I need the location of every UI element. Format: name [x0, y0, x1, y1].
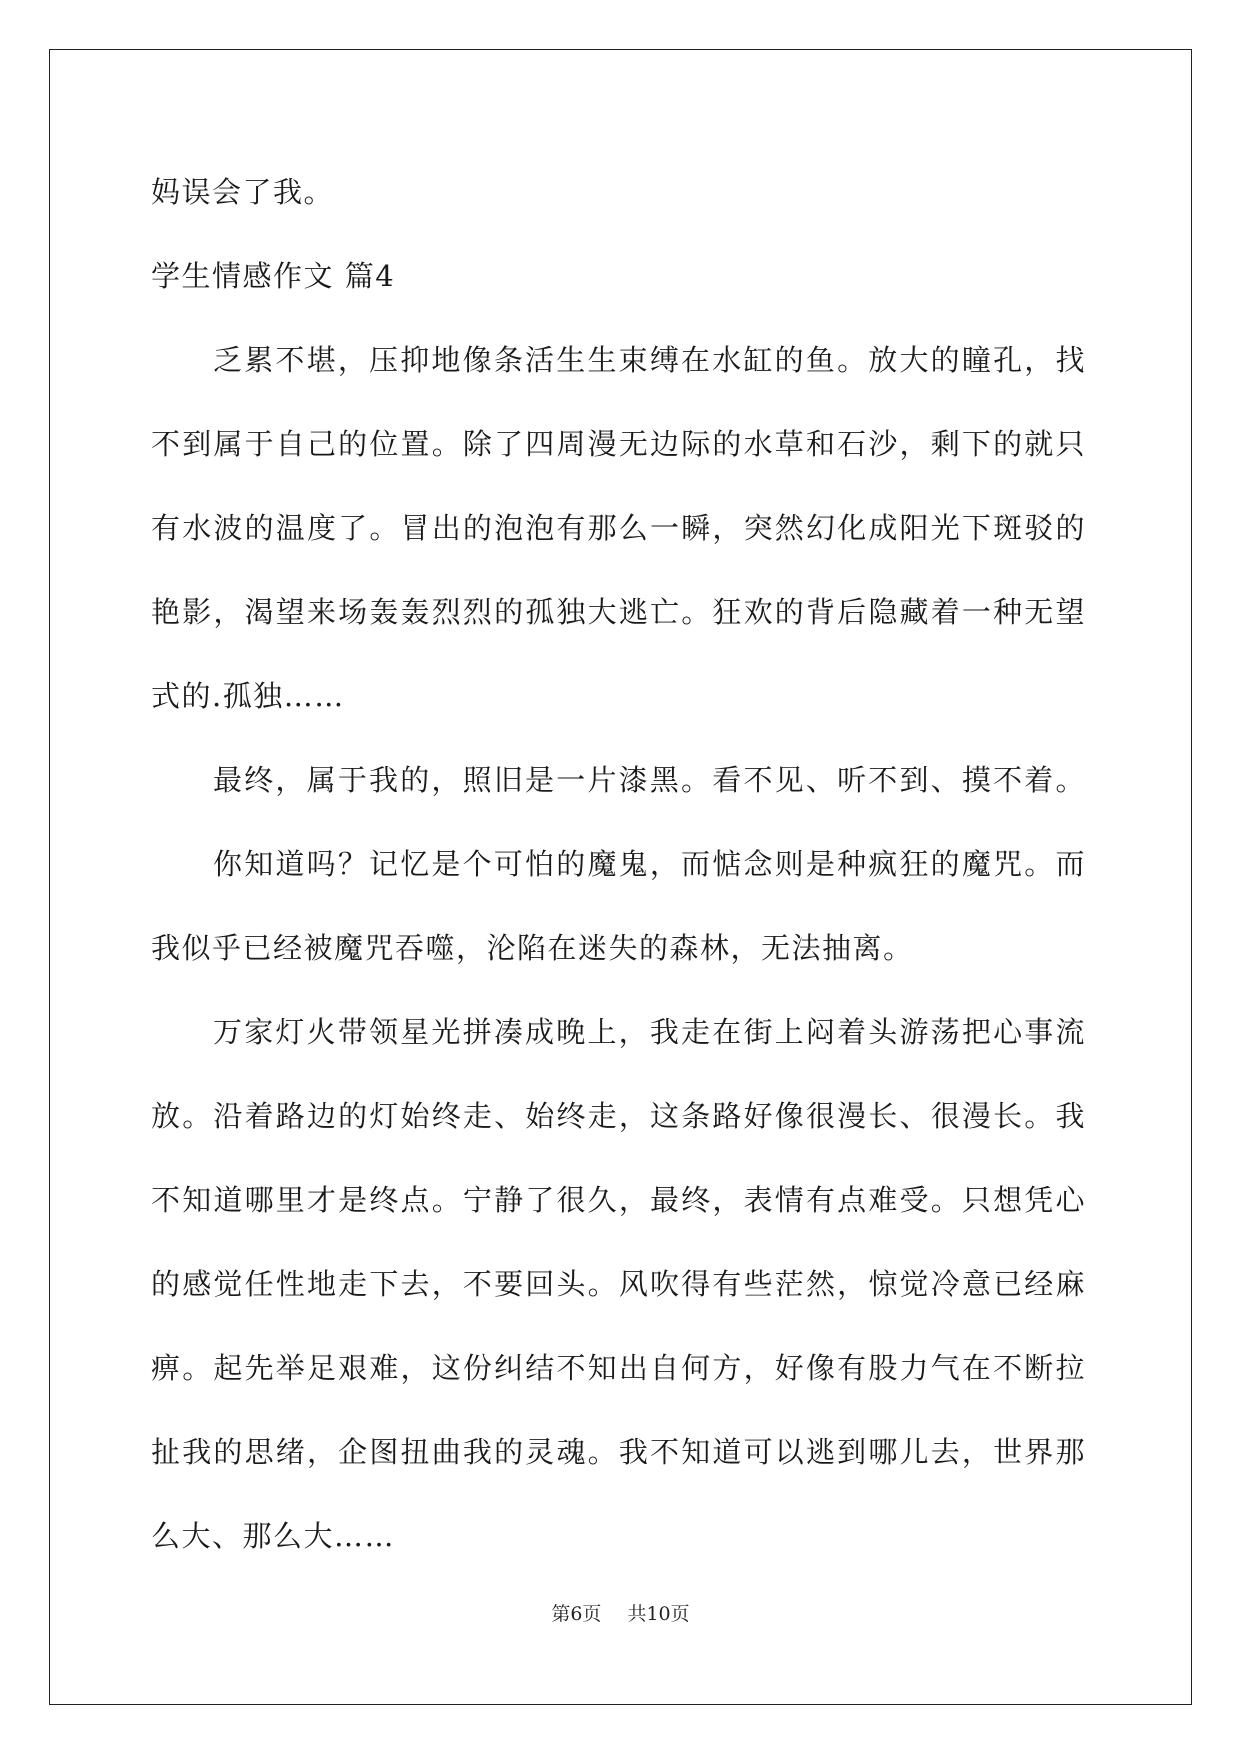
paragraph-line: 最终，属于我的，照旧是一片漆黑。看不见、听不到、摸不着。	[213, 763, 1086, 797]
page-footer	[0, 1599, 1241, 1626]
paragraph-line: 式的.孤独……	[151, 679, 345, 713]
page-number: 第6页	[551, 1603, 602, 1625]
document-body	[151, 160, 1086, 1568]
paragraph-line: 放。沿着路边的灯始终走、始终走，这条路好像很漫长、很漫长。我	[151, 1099, 1086, 1133]
paragraph-line: 痹。起先举足艰难，这份纠结不知出自何方，好像有股力气在不断拉	[151, 1351, 1086, 1385]
paragraph-line: 么大、那么大……	[151, 1519, 396, 1553]
paragraph-line: 你知道吗？记忆是个可怕的魔鬼，而惦念则是种疯狂的魔咒。而	[213, 847, 1086, 881]
paragraph-line: 不到属于自己的位置。除了四周漫无边际的水草和石沙，剩下的就只	[151, 427, 1086, 461]
page-total: 共10页	[627, 1603, 690, 1625]
section-heading: 学生情感作文 篇4	[151, 259, 396, 293]
paragraph-line: 不知道哪里才是终点。宁静了很久，最终，表情有点难受。只想凭心	[151, 1183, 1086, 1217]
paragraph-line: 艳影，渴望来场轰轰烈烈的孤独大逃亡。狂欢的背后隐藏着一种无望	[151, 595, 1086, 629]
paragraph-line: 乏累不堪，压抑地像条活生生束缚在水缸的鱼。放大的瞳孔，找	[213, 343, 1086, 377]
paragraph-line: 万家灯火带领星光拼凑成晚上，我走在街上闷着头游荡把心事流	[213, 1015, 1086, 1049]
paragraph-line: 有水波的温度了。冒出的泡泡有那么一瞬，突然幻化成阳光下斑驳的	[151, 511, 1086, 545]
paragraph-line: 的感觉任性地走下去，不要回头。风吹得有些茫然，惊觉冷意已经麻	[151, 1267, 1086, 1301]
text-line: 妈误会了我。	[151, 175, 335, 209]
paragraph-line: 扯我的思绪，企图扭曲我的灵魂。我不知道可以逃到哪儿去，世界那	[151, 1435, 1086, 1469]
paragraph-line: 我似乎已经被魔咒吞噬，沦陷在迷失的森林，无法抽离。	[151, 931, 914, 965]
